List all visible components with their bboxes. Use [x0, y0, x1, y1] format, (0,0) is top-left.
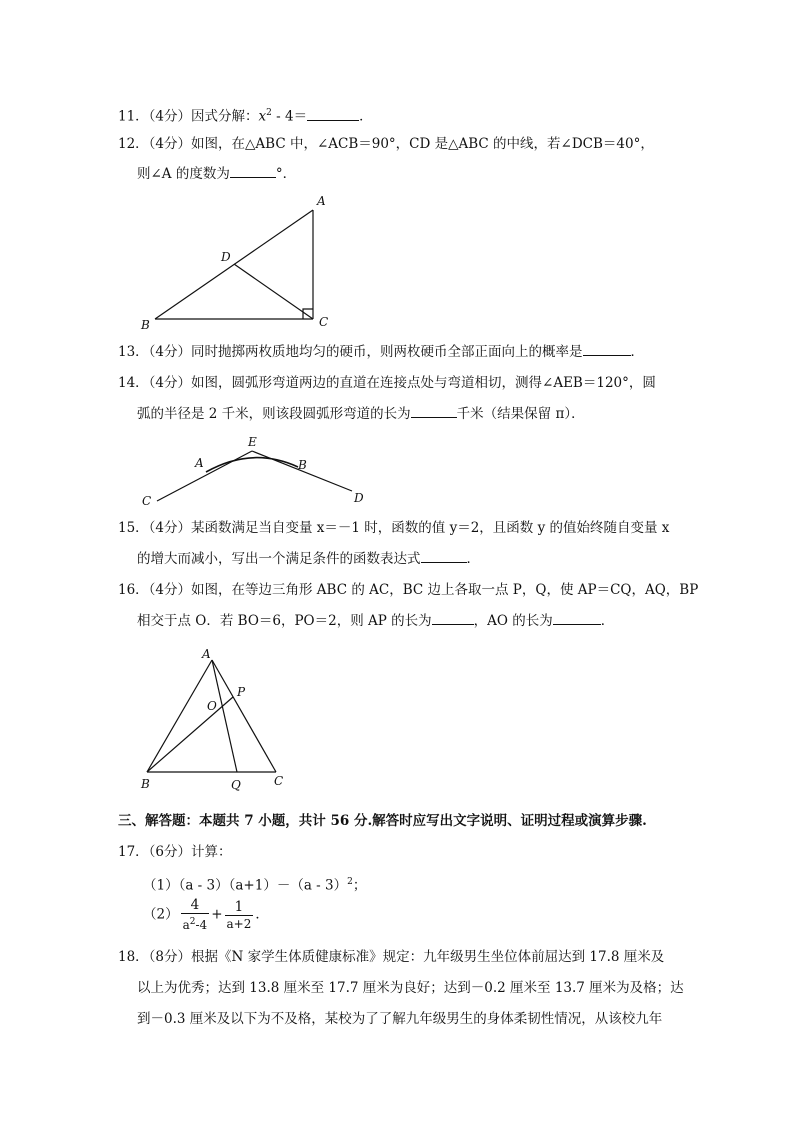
- q13-text: 13．（4分）同时抛掷两枚质地均匀的硬币，则两枚硬币全部正面向上的概率是: [118, 344, 583, 360]
- question-16-line1: 16．（4分）如图，在等边三角形 ABC 的 AC，BC 边上各取一点 P，Q，使 AP＝CQ，AQ，BP: [118, 582, 699, 598]
- segment-aq: [212, 660, 237, 772]
- q15-line2a: 的增大而减小，写出一个满足条件的函数表达式: [137, 551, 421, 567]
- label-b: B: [141, 777, 150, 791]
- segment-ab: [147, 660, 212, 772]
- label-d: D: [354, 491, 364, 505]
- label-a: A: [202, 647, 211, 661]
- q15-line2b: ．: [466, 551, 480, 567]
- question-17-title: 17．（6分）计算：: [118, 844, 232, 860]
- question-18-line2: 以上为优秀；达到 13.8 厘米至 17.7 厘米为良好；达到－0.2 厘米至 13.7 厘米为及格；达: [137, 980, 684, 996]
- label-e: E: [248, 435, 257, 449]
- label-d: D: [221, 250, 231, 264]
- q11-expr-rest: - 4＝: [271, 108, 308, 125]
- label-c: C: [319, 315, 329, 329]
- q12-line2b: °．: [275, 166, 297, 182]
- q17-part1-end: ；: [352, 877, 367, 894]
- q12-line2a: 则∠A 的度数为: [137, 166, 230, 182]
- q11-end: ．: [359, 108, 373, 125]
- q11-expr-base: x: [258, 108, 267, 125]
- question-12-line1: 12．（4分）如图，在△ABC 中，∠ACB＝90°，CD 是△ABC 的中线，若∠DCB＝40°，: [118, 136, 654, 152]
- label-a: A: [317, 194, 326, 208]
- segment-bp: [147, 697, 233, 772]
- fraction-1: [181, 897, 210, 933]
- question-17-part1: [143, 873, 366, 895]
- label-b: B: [141, 318, 150, 332]
- fraction-1-denominator: [181, 913, 210, 933]
- q14-line2b: 千米（结果保留 π）．: [456, 406, 585, 422]
- question-17-part2: [143, 897, 269, 933]
- q16-line2c: ．: [600, 613, 615, 629]
- label-c: C: [274, 774, 284, 788]
- question-18-line3: 到－0.3 厘米及以下为不及格，某校为了了解九年级男生的身体柔韧性情况，从该校九年: [137, 1011, 663, 1027]
- question-14-line1: 14．（4分）如图，圆弧形弯道两边的直道在连接点处与弯道相切，测得∠AEB＝120°，圆: [118, 375, 656, 391]
- fraction-2-denominator: a+2: [226, 916, 252, 931]
- q17-part1-exp: 2: [347, 877, 353, 887]
- f1-den-rest: -4: [195, 918, 208, 932]
- fraction-2-numerator: 1: [234, 898, 244, 915]
- q16-line2a: 相交于点 O．若 BO＝6，PO＝2，则 AP 的长为: [137, 613, 432, 629]
- q17-part1: （1）（a - 3）（a+1）－（a - 3）: [143, 877, 348, 894]
- plus-sign: +: [211, 906, 223, 923]
- q17-part2-end: ．: [255, 906, 269, 923]
- q16-line2b: ，AO 的长为: [473, 613, 553, 629]
- q14-line2a: 弧的半径是 2 千米，则该段圆弧形弯道的长为: [137, 406, 411, 422]
- q13-end: ．: [630, 344, 645, 360]
- f1-den-exp: 2: [189, 917, 196, 927]
- q11-prefix: 11．（4分）因式分解：: [118, 108, 259, 125]
- fraction-1-numerator: 4: [190, 897, 200, 913]
- section-3-title: 三、解答题：本题共 7 小题，共计 56 分.解答时应写出文字说明、证明过程或演算步骤.: [118, 813, 647, 829]
- label-p: P: [237, 685, 246, 699]
- question-18-line1: 18．（8分）根据《N 家学生体质健康标准》规定：九年级男生坐位体前屈达到 17.8 厘米及: [118, 949, 665, 965]
- q17-part2-prefix: （2）: [143, 906, 179, 923]
- segment-ac: [212, 660, 276, 772]
- f1-den-base: a: [182, 918, 190, 932]
- question-15-line1: 15．（4分）某函数满足当自变量 x＝－1 时，函数的值 y＝2，且函数 y 的值始终随自变量 x: [118, 520, 670, 536]
- label-a: A: [195, 456, 204, 470]
- label-c: C: [142, 494, 152, 508]
- label-o: O: [207, 699, 217, 713]
- label-b: B: [298, 458, 307, 472]
- label-q: Q: [231, 778, 241, 792]
- fraction-2: [225, 899, 254, 932]
- q11-expr-exp: 2: [266, 108, 272, 118]
